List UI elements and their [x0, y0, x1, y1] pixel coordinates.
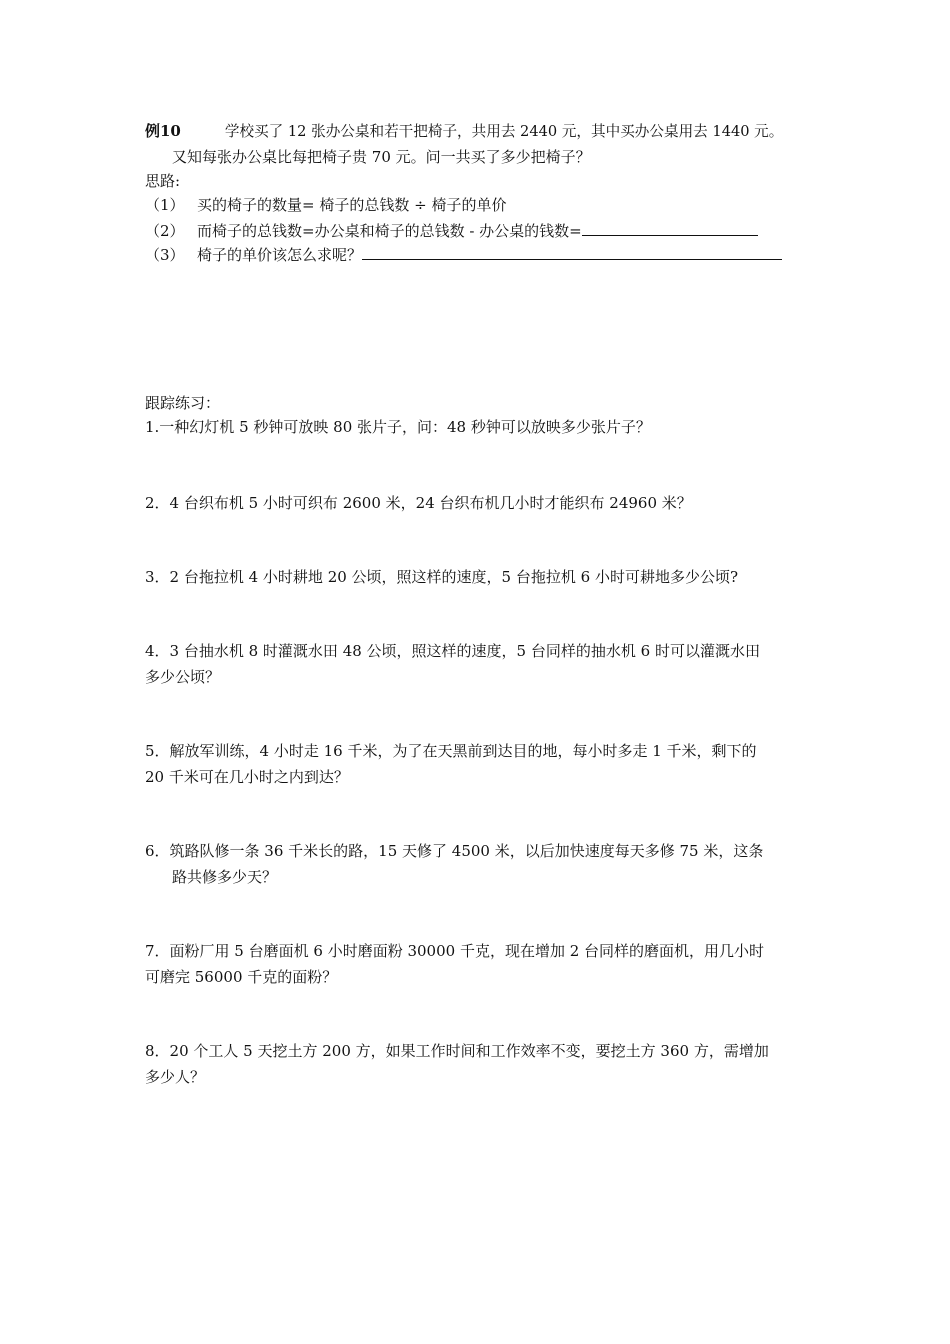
hint-step-3 — [145, 242, 810, 268]
example-label: 例10 — [145, 122, 181, 140]
problem-3-line-1: 3．2 台拖拉机 4 小时耕地 20 公顷，照这样的速度，5 台拖拉机 6 小时可耕地多少公顷? — [145, 568, 738, 586]
problem-2-line-1: 2．4 台织布机 5 小时可织布 2600 米，24 台织布机几小时才能织布 24960 米？ — [145, 494, 692, 512]
example-text-2: 又知每张办公桌比每把椅子贵 70 元。问一共买了多少把椅子？ — [172, 148, 591, 166]
hint-step-1 — [145, 192, 810, 218]
example-line-1 — [145, 118, 810, 144]
problem-4-line-2: 多少公顷？ — [145, 668, 221, 686]
answer-blank[interactable] — [582, 219, 758, 236]
problem-1-line-1: 1.一种幻灯机 5 秒钟可放映 80 张片子，问：48 秒钟可以放映多少张片子？ — [145, 418, 651, 436]
hint-title: 思路: — [145, 172, 181, 190]
step-text: 买的椅子的数量= 椅子的总钱数 ÷ 椅子的单价 — [197, 196, 507, 214]
problem-6-line-2: 路共修多少天？ — [172, 868, 278, 886]
example-line-2 — [172, 144, 810, 170]
example-text-1: 学校买了 12 张办公桌和若干把椅子，共用去 2440 元，其中买办公桌用去 1440 元。 — [224, 123, 784, 140]
step-number: （2） — [145, 222, 185, 240]
step-number: （1） — [145, 196, 185, 214]
step-text: 而椅子的总钱数=办公桌和椅子的总钱数 - 办公桌的钱数= — [197, 222, 582, 240]
problem-7-line-1: 7．面粉厂用 5 台磨面机 6 小时磨面粉 30000 千克，现在增加 2 台同样的磨面机，用几小时 — [145, 942, 765, 960]
problem-7-line-2: 可磨完 56000 千克的面粉？ — [145, 968, 338, 986]
problem-8-line-2: 多少人？ — [145, 1068, 206, 1086]
practice-title: 跟踪练习： — [145, 394, 221, 412]
step-text: 椅子的单价该怎么求呢？ — [197, 246, 363, 264]
answer-blank[interactable] — [362, 243, 782, 260]
hint-step-2 — [145, 218, 810, 244]
problem-5-line-2: 20 千米可在几小时之内到达？ — [145, 768, 349, 786]
step-number: （3） — [145, 246, 185, 264]
problem-8-line-1: 8．20 个工人 5 天挖土方 200 方，如果工作时间和工作效率不变，要挖土方 360 方，需增加 — [145, 1042, 769, 1060]
problem-5-line-1: 5．解放军训练，4 小时走 16 千米，为了在天黑前到达目的地，每小时多走 1 千米，剩下的 — [145, 742, 757, 760]
problem-4-line-1: 4．3 台抽水机 8 时灌溉水田 48 公顷，照这样的速度，5 台同样的抽水机 6 时可以灌溉水田 — [145, 642, 760, 660]
problem-6-line-1: 6．筑路队修一条 36 千米长的路，15 天修了 4500 米，以后加快速度每天多修 75 米，这条 — [145, 842, 764, 860]
